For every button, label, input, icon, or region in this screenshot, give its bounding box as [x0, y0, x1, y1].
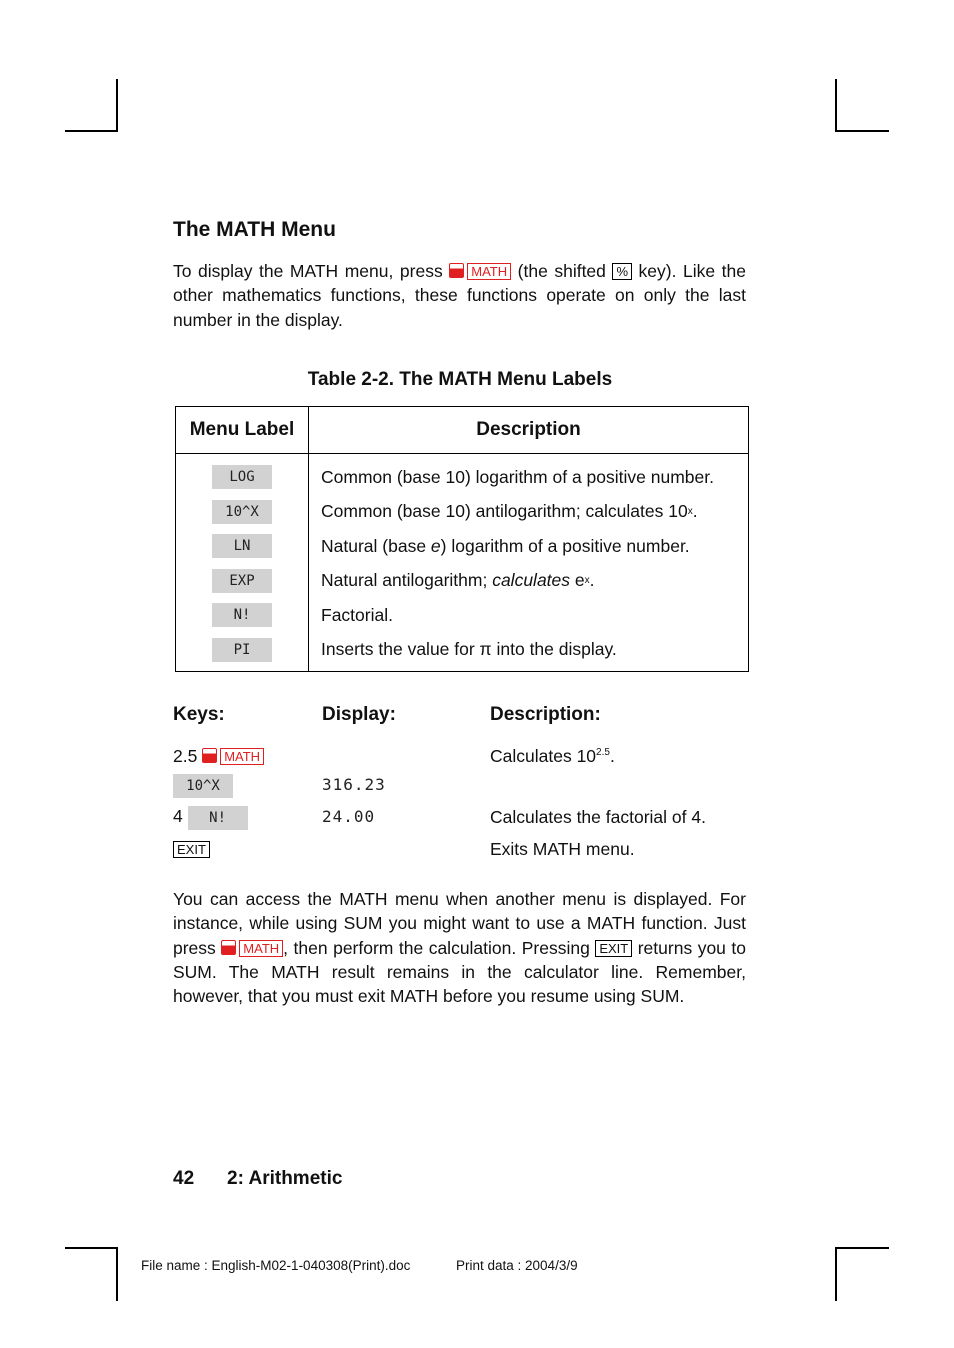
print-date: Print data : 2004/3/9 — [456, 1258, 578, 1273]
keys-row-4-desc: Exits MATH menu. — [490, 839, 635, 859]
softkey-log: LOG — [212, 465, 272, 489]
crop-mark-top-left-v — [116, 79, 118, 132]
keys-row-2 — [173, 774, 233, 798]
crop-mark-bottom-right-h — [835, 1247, 889, 1249]
outro-text-2: , then perform the calculation. Pressing — [283, 937, 596, 958]
row-pi-label — [176, 633, 308, 668]
crop-mark-top-left-h — [65, 130, 118, 132]
intro-text-2: (the shifted — [511, 261, 613, 281]
description-header: Description: — [490, 704, 601, 725]
crop-mark-bottom-right-v — [835, 1247, 837, 1301]
crop-mark-bottom-left-h — [65, 1247, 118, 1249]
label-column — [176, 454, 309, 672]
softkey-10x: 10^X — [173, 774, 233, 798]
display-316-23: 316.23 — [322, 775, 386, 794]
row-exp-desc-sup: x — [584, 575, 590, 587]
shift-key-icon — [221, 940, 236, 955]
table-body-row — [176, 454, 749, 672]
row-10x-desc — [309, 495, 748, 530]
row-10x-desc-sup: x — [687, 506, 693, 518]
keys-row-1-desc-text: Calculates 10 — [490, 746, 597, 766]
row-ln-desc-em: e — [430, 535, 441, 556]
softkey-factorial: N! — [188, 806, 248, 830]
outro-paragraph — [173, 887, 746, 1008]
row-exp-desc — [309, 564, 748, 599]
row-ln-label — [176, 529, 308, 564]
header-menu-label: Menu Label — [176, 407, 309, 454]
section-heading: The MATH Menu — [173, 218, 336, 241]
exit-key: EXIT — [173, 841, 210, 858]
intro-text-1: To display the MATH menu, press — [173, 261, 450, 281]
shift-key-icon — [202, 748, 217, 763]
row-exp-label — [176, 564, 308, 599]
keys-row-3 — [173, 806, 248, 830]
keys-row-3-number: 4 — [173, 806, 183, 826]
math-key: MATH — [239, 940, 283, 957]
row-factorial-desc: Factorial. — [321, 604, 393, 625]
display-24-00: 24.00 — [322, 807, 376, 826]
softkey-ln: LN — [212, 534, 272, 558]
crop-mark-top-right-v — [835, 79, 837, 132]
keys-row-1-desc-sup: 2.5 — [596, 747, 610, 759]
softkey-pi: PI — [212, 638, 272, 662]
keys-row-1-desc-end: . — [609, 746, 615, 766]
percent-key: % — [612, 263, 632, 280]
row-exp-desc-text: Natural antilogarithm; — [321, 570, 493, 591]
keys-row-1-number: 2.5 — [173, 746, 198, 766]
keys-header: Keys: — [173, 704, 225, 725]
row-10x-label — [176, 495, 308, 530]
keys-row-4 — [173, 839, 210, 860]
math-key: MATH — [467, 263, 511, 280]
softkey-10x: 10^X — [212, 500, 272, 524]
keys-row-3-desc: Calculates the factorial of 4. — [490, 807, 706, 827]
header-description: Description — [309, 407, 749, 454]
keys-row-1-desc — [490, 746, 615, 767]
outro-text-1: You can access the MATH menu when another menu is displayed. For instance, while using SUM you might want to use a MATH function. Just press — [173, 889, 746, 958]
row-ln-desc — [309, 529, 748, 564]
row-log-label — [176, 460, 308, 495]
row-log-desc: Common (base 10) logarithm of a positive number. — [321, 466, 714, 487]
intro-text-3: key). Like the other mathematics functions, these functions operate on only the last number in the display. — [173, 261, 746, 330]
softkey-factorial: N! — [212, 603, 272, 627]
page-number: 42 — [173, 1168, 195, 1189]
row-exp-desc-end: . — [589, 570, 595, 591]
description-column — [309, 454, 749, 672]
table-caption: Table 2-2. The MATH Menu Labels — [307, 369, 613, 390]
softkey-exp: EXP — [212, 569, 272, 593]
row-10x-desc-text: Common (base 10) antilogarithm; calculates 10 — [321, 501, 688, 522]
crop-mark-bottom-left-v — [116, 1247, 118, 1301]
table-header-row — [176, 407, 749, 454]
row-factorial-label — [176, 598, 308, 633]
math-menu-table — [175, 406, 749, 672]
chapter-title: 2: Arithmetic — [227, 1168, 343, 1189]
row-pi-desc: Inserts the value for π into the display. — [321, 639, 617, 660]
math-key: MATH — [220, 748, 264, 765]
intro-paragraph — [173, 259, 746, 332]
keys-row-1 — [173, 746, 264, 767]
row-exp-desc-em: calculates — [492, 570, 571, 591]
shift-key-icon — [449, 263, 464, 278]
display-header: Display: — [322, 704, 396, 725]
file-name: File name : English-M02-1-040308(Print).doc — [141, 1258, 411, 1273]
row-ln-desc-end: ) logarithm of a positive number. — [440, 535, 690, 556]
crop-mark-top-right-h — [835, 130, 889, 132]
row-ln-desc-text: Natural (base — [321, 535, 431, 556]
row-10x-desc-end: . — [692, 501, 698, 522]
outro-text-3: returns you to SUM. The MATH result remains in the calculator line. Remember, however, that you must exit MATH before you resume using SUM. — [173, 937, 746, 1007]
row-exp-desc-mid: e — [570, 570, 585, 591]
exit-key: EXIT — [595, 940, 632, 957]
